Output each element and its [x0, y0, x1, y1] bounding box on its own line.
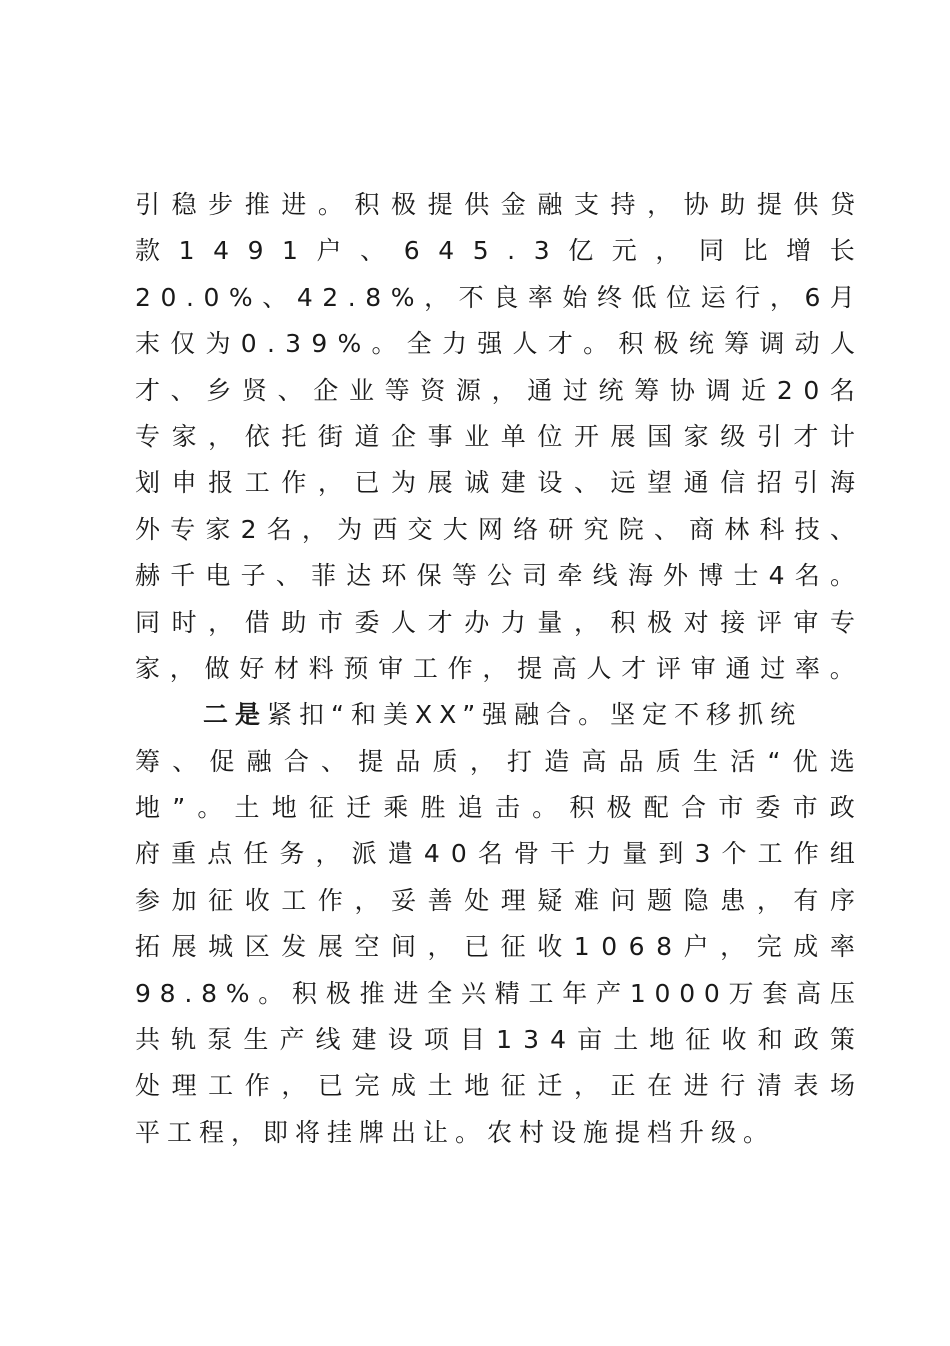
text-line-11: 家 ， 做 好 材 料 预 审 工 作 ， 提 高 人 才 评 审 通 过 率 。 [135, 653, 855, 683]
text-line-20: 处 理 工 作 ， 已 完 成 土 地 征 迁 ， 正 在 进 行 清 表 场 [135, 1071, 855, 1101]
text-line-4: 末 仅 为 0 . 3 9 % 。 全 力 强 人 才 。 积 极 统 筹 调 动 人 [135, 329, 855, 359]
text-line-2: 款 1 4 9 1 户 、 6 4 5 . 3 亿 元 ， 同 比 增 长 [135, 236, 855, 266]
text-line-6: 专 家 ， 依 托 街 道 企 事 业 单 位 开 展 国 家 级 引 才 计 [135, 421, 855, 451]
text-line-10: 同 时 ， 借 助 市 委 人 才 办 力 量 ， 积 极 对 接 评 审 专 [135, 607, 855, 637]
text-line-1: 引 稳 步 推 进 。 积 极 提 供 金 融 支 持 ， 协 助 提 供 贷 [135, 190, 855, 219]
text-line-15: 府 重 点 任 务 ， 派 遣 4 0 名 骨 干 力 量 到 3 个 工 作 组 [135, 839, 855, 869]
text-line-16: 参 加 征 收 工 作 ， 妥 善 处 理 疑 难 问 题 隐 患 ， 有 序 [135, 885, 855, 915]
text-line-18: 9 8 . 8 % 。 积 极 推 进 全 兴 精 工 年 产 1 0 0 0 万 套 高 压 [135, 978, 855, 1008]
text-line-13: 筹 、 促 融 合 、 提 品 质 ， 打 造 高 品 质 生 活 “ 优 选 [135, 746, 855, 776]
heading-text: 紧扣“和美XX”强融合。坚定不移抓统 [267, 700, 803, 730]
text-line-17: 拓 展 城 区 发 展 空 间 ， 已 征 收 1 0 6 8 户 ， 完 成 率 [135, 932, 855, 962]
paragraph-heading-line [135, 692, 855, 738]
text-line-9: 赫 千 电 子 、 菲 达 环 保 等 公 司 牵 线 海 外 博 士 4 名 。 [135, 561, 855, 591]
text-line-19: 共 轨 泵 生 产 线 建 设 项 目 1 3 4 亩 土 地 征 收 和 政 策 [135, 1025, 855, 1055]
text-line-5: 才 、 乡 贤 、 企 业 等 资 源 ， 通 过 统 筹 协 调 近 2 0 名 [135, 375, 855, 405]
text-line-21: 平工程，即将挂牌出让。农村设施提档升级。 [135, 1117, 776, 1147]
heading-lead: 二是 [203, 700, 268, 730]
text-line-7: 划 申 报 工 作 ， 已 为 展 诚 建 设 、 远 望 通 信 招 引 海 [135, 468, 855, 498]
text-line-3: 2 0 . 0 % 、 4 2 . 8 % ， 不 良 率 始 终 低 位 运 行 ， 6 月 [135, 282, 855, 312]
text-line-8: 外 专 家 2 名 ， 为 西 交 大 网 络 研 究 院 、 商 林 科 技 、 [135, 514, 855, 544]
body-text [135, 182, 855, 1156]
text-line-14: 地 ” 。 土 地 征 迁 乘 胜 追 击 。 积 极 配 合 市 委 市 政 [135, 793, 855, 823]
